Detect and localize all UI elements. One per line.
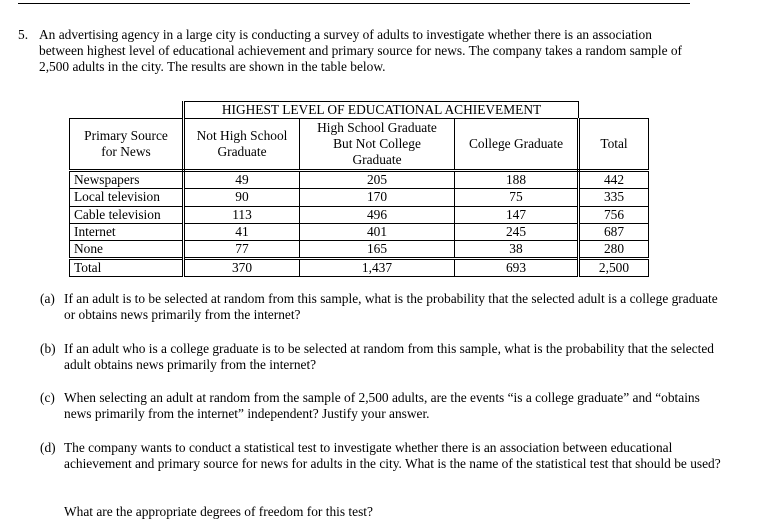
row-label: Newspapers: [70, 171, 184, 189]
table-cell: 38: [455, 241, 579, 259]
part-text: The company wants to conduct a statistical test to investigate whether there is an association between educational achievement and primary source for news for adults in the city. What is the name of the statistical test that should be used?: [64, 440, 721, 472]
table-cell: 113: [184, 206, 300, 223]
table-cell: 370: [184, 259, 300, 277]
table-cell: 49: [184, 171, 300, 189]
table-cell: 147: [455, 206, 579, 223]
table-cell: 41: [184, 223, 300, 240]
row-label: Cable television: [70, 206, 184, 223]
row-label: Local television: [70, 189, 184, 206]
total-row: [70, 259, 649, 277]
table-cell: 165: [300, 241, 455, 259]
table-cell: 188: [455, 171, 579, 189]
column-header: High School Graduate But Not College Graduate: [300, 119, 455, 171]
table-cell: 170: [300, 189, 455, 206]
part-label: (a): [40, 291, 55, 306]
table-cell: 693: [455, 259, 579, 277]
table-cell: 401: [300, 223, 455, 240]
table-cell: 205: [300, 171, 455, 189]
table-cell: 280: [579, 241, 649, 259]
part-text: When selecting an adult at random from the sample of 2,500 adults, are the events “is a college graduate” and “obtains news primarily from the internet” independent? Justify your answer.: [64, 390, 700, 422]
row-header: Primary Source for News: [70, 119, 184, 171]
table-cell: 756: [579, 206, 649, 223]
question-intro: An advertising agency in a large city is conducting a survey of adults to investigate whether there is an association between highest level of educational achievement and primary source for news. The company takes a random sample of 2,500 adults in the city. The results are shown in the table below.: [39, 27, 683, 75]
table-row: [70, 223, 649, 240]
table-cell: 77: [184, 241, 300, 259]
followup-text: What are the appropriate degrees of freedom for this test?: [64, 504, 373, 519]
row-label: Total: [70, 259, 184, 277]
column-header: College Graduate: [455, 119, 579, 171]
top-rule: [18, 3, 690, 4]
column-header: Total: [579, 119, 649, 171]
part-label: (d): [40, 440, 56, 455]
table-cell: 90: [184, 189, 300, 206]
column-header: Not High School Graduate: [184, 119, 300, 171]
table-cell: 75: [455, 189, 579, 206]
table-cell: 2,500: [579, 259, 649, 277]
table-row: [70, 206, 649, 223]
row-label: None: [70, 241, 184, 259]
question-number: 5.: [18, 27, 29, 42]
table-row: [70, 241, 649, 259]
part-label: (b): [40, 341, 56, 356]
table-cell: 1,437: [300, 259, 455, 277]
table-row: [70, 171, 649, 189]
survey-table: [69, 101, 649, 277]
table-row: [70, 189, 649, 206]
group-header: HIGHEST LEVEL OF EDUCATIONAL ACHIEVEMENT: [184, 102, 579, 119]
table-cell: 687: [579, 223, 649, 240]
part-text: If an adult who is a college graduate is to be selected at random from this sample, what is the probability that the selected adult obtains news primarily from the internet?: [64, 341, 714, 373]
part-text: If an adult is to be selected at random from this sample, what is the probability that the selected adult is a college graduate or obtains news primarily from the internet?: [64, 291, 718, 323]
table-cell: 496: [300, 206, 455, 223]
table-cell: 442: [579, 171, 649, 189]
part-label: (c): [40, 390, 55, 405]
table-cell: 245: [455, 223, 579, 240]
table-cell: 335: [579, 189, 649, 206]
row-label: Internet: [70, 223, 184, 240]
